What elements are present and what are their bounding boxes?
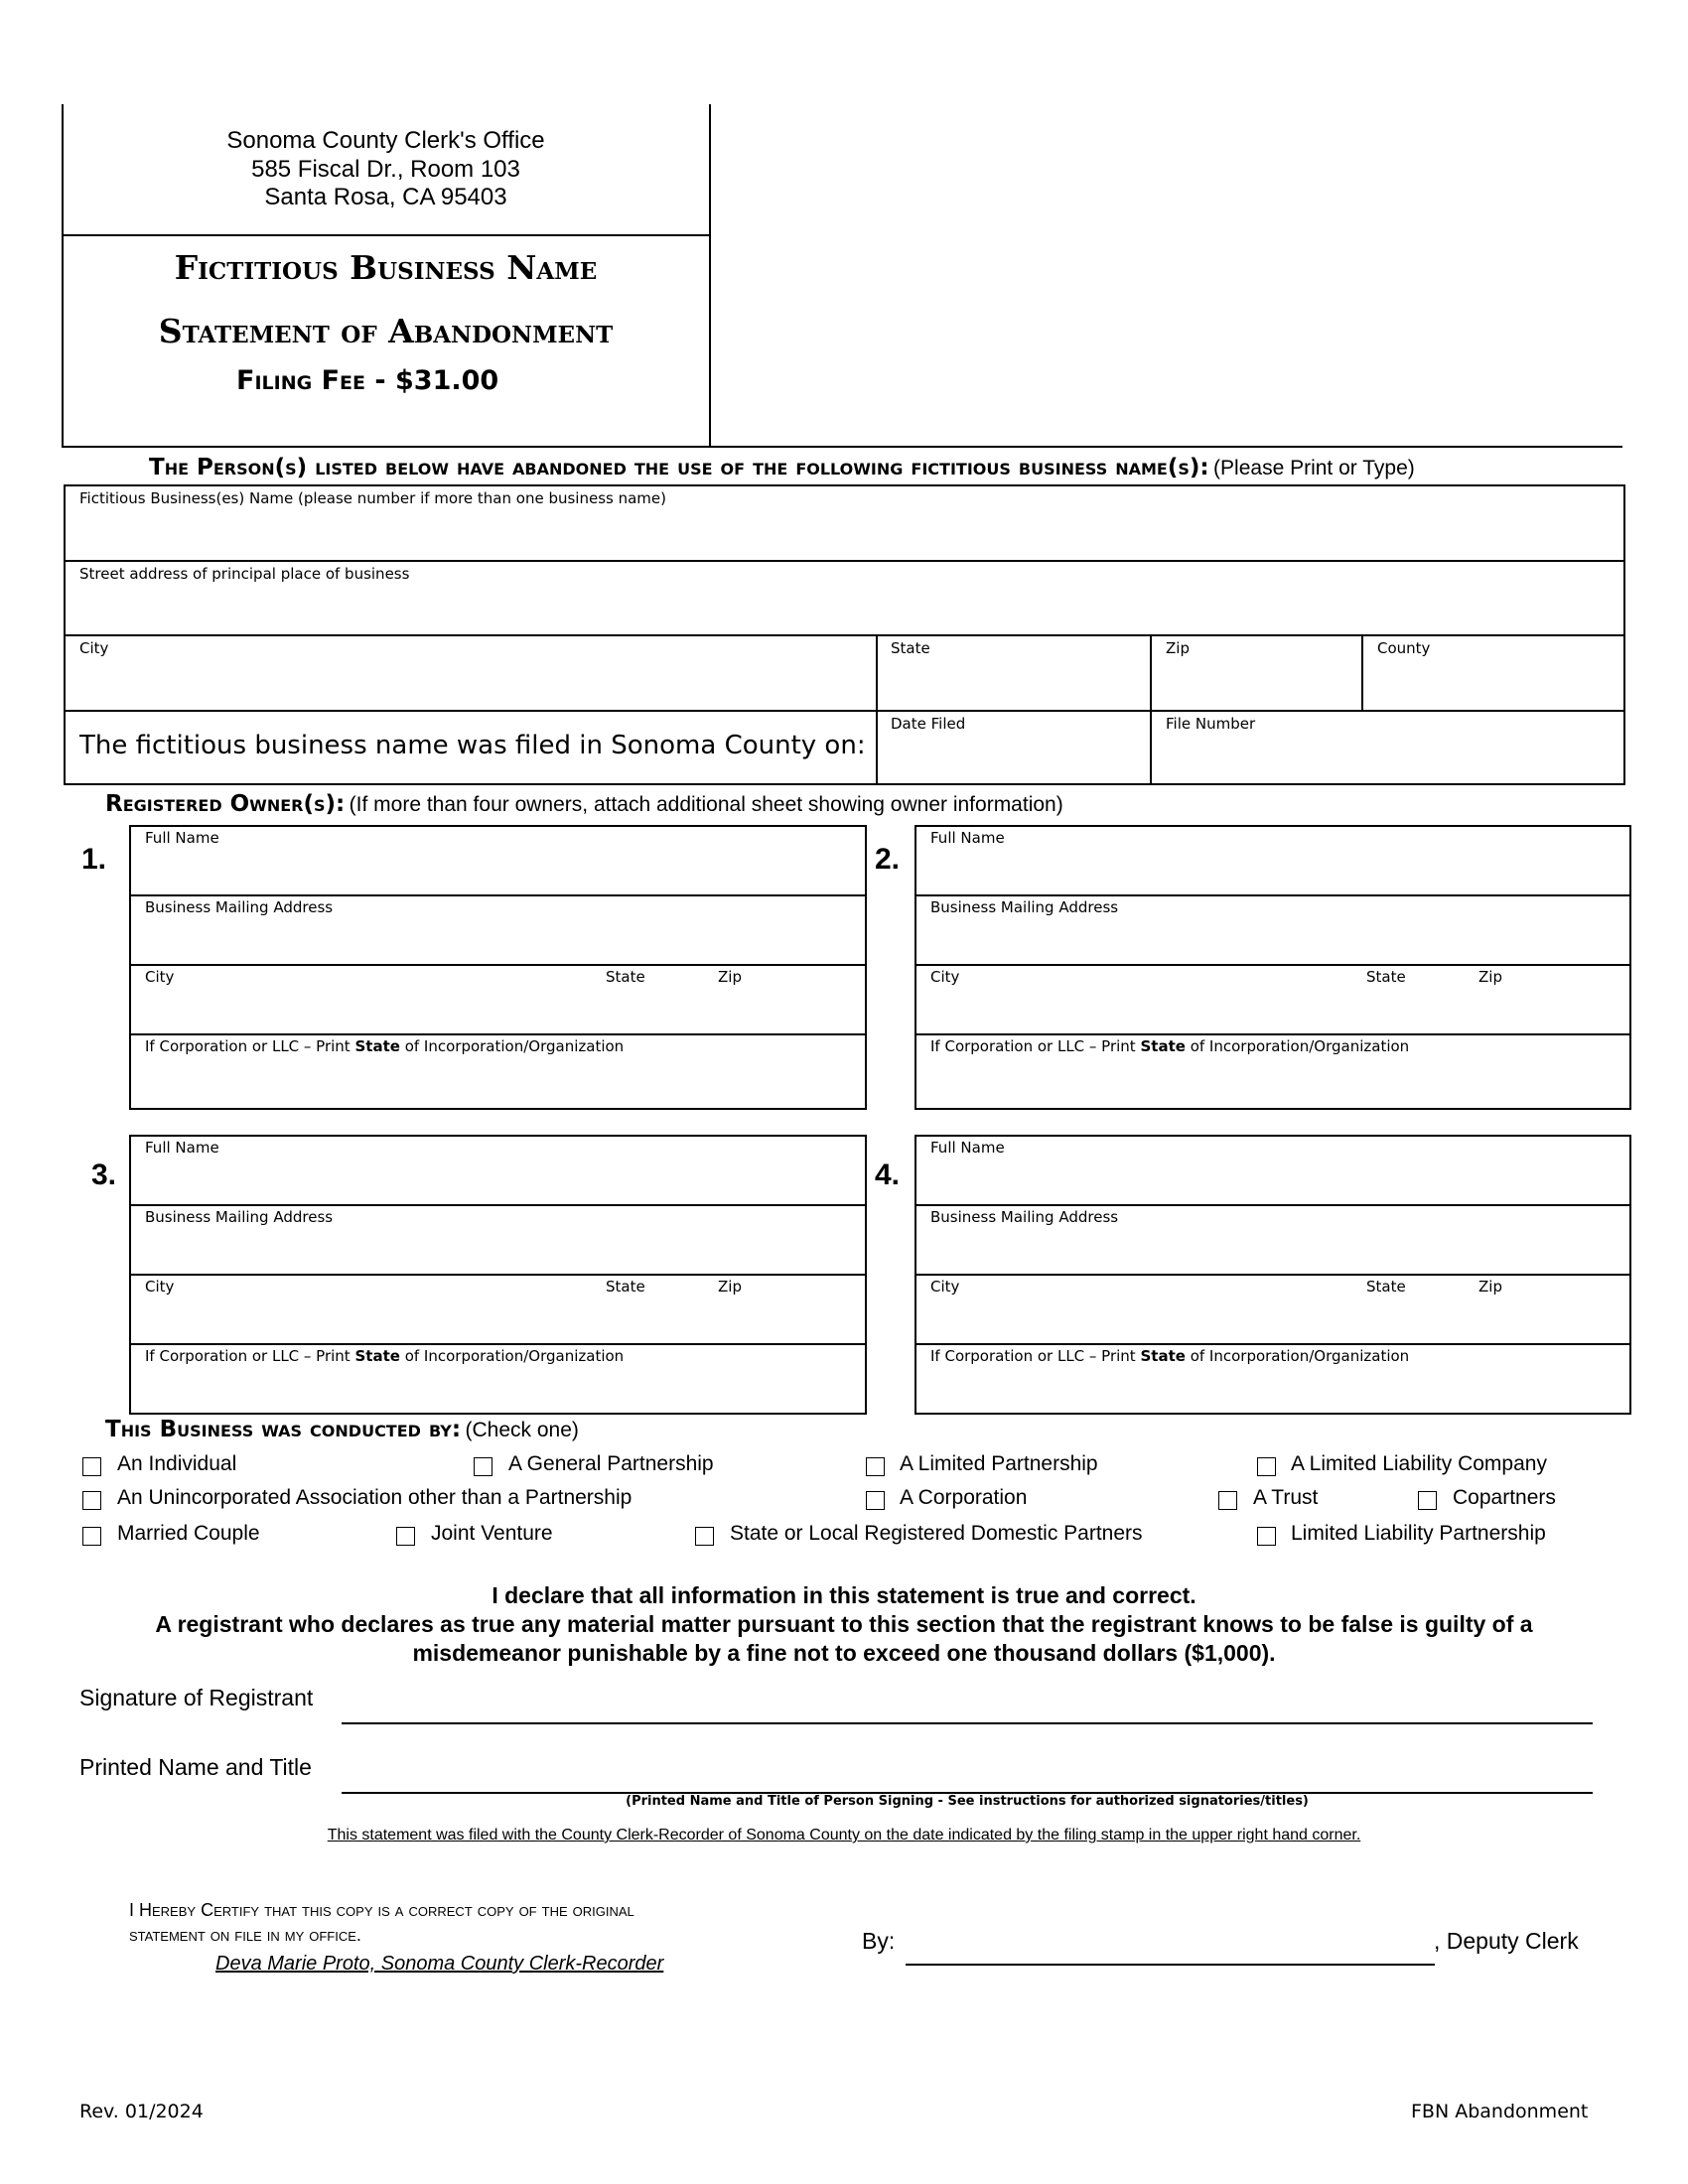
business-city-label: City (79, 639, 109, 657)
owner-3-mailing-label: Business Mailing Address (145, 1208, 334, 1226)
certify-block (129, 1898, 634, 1948)
option-domestic-partners-label: State or Local Registered Domestic Partners (730, 1522, 1143, 1545)
owner-3-mailing-field[interactable] (131, 1206, 865, 1274)
owner-4-incorporation-label (930, 1347, 1409, 1365)
owner-3-city-state-zip-field[interactable] (131, 1276, 865, 1343)
printed-name-field[interactable] (342, 1747, 1593, 1791)
owner-1-incorporation-field[interactable] (131, 1035, 865, 1108)
owner-2-full-name-field[interactable] (916, 827, 1629, 894)
owner-3-corp-prefix: If Corporation or LLC – Print (145, 1347, 355, 1365)
conducted-heading-text: This Business was conducted by: (105, 1417, 462, 1442)
option-llc-label: A Limited Liability Company (1291, 1452, 1547, 1475)
owner-4-full-name-label: Full Name (930, 1139, 1005, 1157)
owner-4-city-label: City (930, 1278, 960, 1296)
owners-heading (105, 791, 1063, 817)
signature-label: Signature of Registrant (79, 1685, 314, 1710)
checkbox-corporation[interactable] (866, 1491, 885, 1510)
checkbox-trust[interactable] (1218, 1491, 1237, 1510)
owners-heading-text: Registered Owner(s): (105, 791, 346, 817)
owner-1-corp-suffix: of Incorporation/Organization (399, 1037, 625, 1055)
checkbox-married-couple[interactable] (82, 1527, 101, 1546)
signature-field[interactable] (342, 1678, 1593, 1721)
revision-date: Rev. 01/2024 (79, 2101, 204, 2122)
file-number-field[interactable] (1152, 712, 1623, 783)
owner-2-corp-suffix: of Incorporation/Organization (1185, 1037, 1410, 1055)
option-individual-label: An Individual (117, 1452, 237, 1475)
declaration-line1: I declare that all information in this statement is true and correct. (492, 1582, 1196, 1608)
deputy-signature-field[interactable] (906, 1921, 1435, 1963)
checkbox-limited-partnership[interactable] (866, 1457, 885, 1476)
owner-4-corp-prefix: If Corporation or LLC – Print (930, 1347, 1141, 1365)
owner-2-incorporation-field[interactable] (916, 1035, 1629, 1108)
owner-2-incorporation-label (930, 1037, 1409, 1055)
printed-name-note: (Printed Name and Title of Person Signing - See instructions for authorized signatories/titles) (626, 1794, 1309, 1809)
owner-3-corp-suffix: of Incorporation/Organization (399, 1347, 625, 1365)
filed-statement-note: This statement was filed with the County Clerk-Recorder of Sonoma County on the date indicated by the filing stamp in the upper right hand corner. (327, 1827, 1361, 1843)
owner-1-mailing-field[interactable] (131, 896, 865, 964)
form-title-line1: Fictitious Business Name (174, 248, 598, 287)
checkbox-domestic-partners[interactable] (695, 1527, 714, 1546)
abandonment-heading-text: The Person(s) listed below have abandoned the use of the following fictitious business name(s): (149, 455, 1209, 480)
by-label: By: (862, 1928, 896, 1954)
owner-4-corp-bold: State (1140, 1347, 1186, 1365)
deputy-clerk-label: , Deputy Clerk (1434, 1928, 1579, 1954)
option-limited-partnership-label: A Limited Partnership (900, 1452, 1098, 1475)
owner-2-block (914, 825, 1631, 1110)
business-zip-label: Zip (1166, 639, 1190, 657)
owner-1-mailing-label: Business Mailing Address (145, 898, 334, 916)
certify-line2: statement on file in my office. (129, 1925, 361, 1945)
owner-4-corp-suffix: of Incorporation/Organization (1185, 1347, 1410, 1365)
header-bottom-rule (62, 446, 1622, 448)
owner-3-corp-bold: State (354, 1347, 400, 1365)
owner-2-state-label: State (1366, 968, 1406, 986)
declaration-line2: A registrant who declares as true any material matter pursuant to this section that the registrant knows to be false is guilty of a (155, 1611, 1533, 1637)
declaration-block (60, 1581, 1628, 1668)
checkbox-unincorporated-association[interactable] (82, 1491, 101, 1510)
owner-3-full-name-label: Full Name (145, 1139, 219, 1157)
owner-3-block (129, 1135, 867, 1415)
owner-1-city-label: City (145, 968, 175, 986)
owner-3-zip-label: Zip (718, 1278, 742, 1296)
conducted-heading-note: (Check one) (465, 1419, 579, 1441)
form-name: FBN Abandonment (1411, 2101, 1589, 2122)
date-filed-label: Date Filed (891, 715, 966, 733)
owner-2-number: 2. (875, 843, 901, 876)
owner-2-mailing-field[interactable] (916, 896, 1629, 964)
declaration-line3: misdemeanor punishable by a fine not to exceed one thousand dollars ($1,000). (412, 1640, 1276, 1666)
owner-4-state-label: State (1366, 1278, 1406, 1296)
date-filed-field[interactable] (878, 712, 1150, 783)
option-copartners-label: Copartners (1453, 1486, 1556, 1509)
checkbox-llp[interactable] (1257, 1527, 1276, 1546)
deputy-signature-line (906, 1964, 1435, 1966)
header-divider (62, 234, 710, 236)
owner-1-corp-prefix: If Corporation or LLC – Print (145, 1037, 355, 1055)
owner-4-city-state-zip-field[interactable] (916, 1276, 1629, 1343)
owner-2-full-name-label: Full Name (930, 829, 1005, 847)
business-address-label: Street address of principal place of business (79, 565, 410, 583)
checkbox-joint-venture[interactable] (396, 1527, 415, 1546)
printed-name-label: Printed Name and Title (79, 1754, 312, 1780)
owner-1-block (129, 825, 867, 1110)
business-name-label: Fictitious Business(es) Name (please number if more than one business name) (79, 489, 666, 507)
filed-in-county-text: The fictitious business name was filed in Sonoma County on: (79, 731, 866, 760)
option-joint-venture-label: Joint Venture (431, 1522, 553, 1545)
owner-1-zip-label: Zip (718, 968, 742, 986)
certify-line1: I Hereby Certify that this copy is a correct copy of the original (129, 1900, 634, 1920)
abandonment-heading (149, 455, 1415, 480)
owner-3-state-label: State (606, 1278, 645, 1296)
form-title-line2: Statement of Abandonment (158, 312, 614, 350)
owner-1-incorporation-label (145, 1037, 624, 1055)
owner-3-full-name-field[interactable] (131, 1137, 865, 1204)
owner-1-number: 1. (81, 843, 107, 876)
owners-heading-note: (If more than four owners, attach additional sheet showing owner information) (349, 793, 1063, 816)
checkbox-llc[interactable] (1257, 1457, 1276, 1476)
owner-4-mailing-label: Business Mailing Address (930, 1208, 1119, 1226)
owner-3-number: 3. (91, 1159, 117, 1191)
option-married-couple-label: Married Couple (117, 1522, 260, 1545)
owner-2-mailing-label: Business Mailing Address (930, 898, 1119, 916)
owner-3-incorporation-field[interactable] (131, 1345, 865, 1413)
office-city: Santa Rosa, CA 95403 (264, 184, 507, 210)
owner-1-corp-bold: State (354, 1037, 400, 1055)
owner-3-city-label: City (145, 1278, 175, 1296)
owner-4-full-name-field[interactable] (916, 1137, 1629, 1204)
owner-2-corp-prefix: If Corporation or LLC – Print (930, 1037, 1141, 1055)
owner-1-city-state-zip-field[interactable] (131, 966, 865, 1033)
business-zip-field[interactable] (1152, 636, 1361, 710)
signature-line (342, 1722, 1593, 1724)
owner-4-incorporation-field[interactable] (916, 1345, 1629, 1413)
owner-1-full-name-field[interactable] (131, 827, 865, 894)
abandonment-heading-note: (Please Print or Type) (1213, 457, 1415, 479)
owner-2-zip-label: Zip (1478, 968, 1502, 986)
option-trust-label: A Trust (1253, 1486, 1319, 1509)
business-name-field[interactable] (66, 486, 1623, 560)
checkbox-individual[interactable] (82, 1457, 101, 1476)
business-city-field[interactable] (66, 636, 876, 710)
option-corporation-label: A Corporation (900, 1486, 1028, 1509)
business-address-field[interactable] (66, 562, 1623, 634)
file-number-label: File Number (1166, 715, 1256, 733)
business-state-label: State (891, 639, 930, 657)
office-address-block (62, 127, 710, 212)
business-county-label: County (1377, 639, 1431, 657)
business-county-field[interactable] (1363, 636, 1623, 710)
option-unincorporated-association-label: An Unincorporated Association other than a Partnership (117, 1486, 633, 1509)
owner-1-full-name-label: Full Name (145, 829, 219, 847)
owner-3-incorporation-label (145, 1347, 624, 1365)
checkbox-copartners[interactable] (1418, 1491, 1437, 1510)
conducted-heading (105, 1417, 579, 1442)
owner-4-mailing-field[interactable] (916, 1206, 1629, 1274)
owner-4-zip-label: Zip (1478, 1278, 1502, 1296)
owner-2-city-label: City (930, 968, 960, 986)
clerk-recorder-name: Deva Marie Proto, Sonoma County Clerk-Recorder (215, 1953, 664, 1975)
owner-1-state-label: State (606, 968, 645, 986)
office-street: 585 Fiscal Dr., Room 103 (251, 155, 520, 183)
owner-4-number: 4. (875, 1159, 901, 1191)
owner-2-corp-bold: State (1140, 1037, 1186, 1055)
option-general-partnership-label: A General Partnership (508, 1452, 714, 1475)
checkbox-general-partnership[interactable] (474, 1457, 492, 1476)
filing-fee: Filing Fee - $31.00 (236, 365, 499, 396)
business-state-field[interactable] (878, 636, 1150, 710)
office-name: Sonoma County Clerk's Office (226, 127, 545, 154)
owner-4-block (914, 1135, 1631, 1415)
owner-2-city-state-zip-field[interactable] (916, 966, 1629, 1033)
option-llp-label: Limited Liability Partnership (1291, 1522, 1546, 1545)
